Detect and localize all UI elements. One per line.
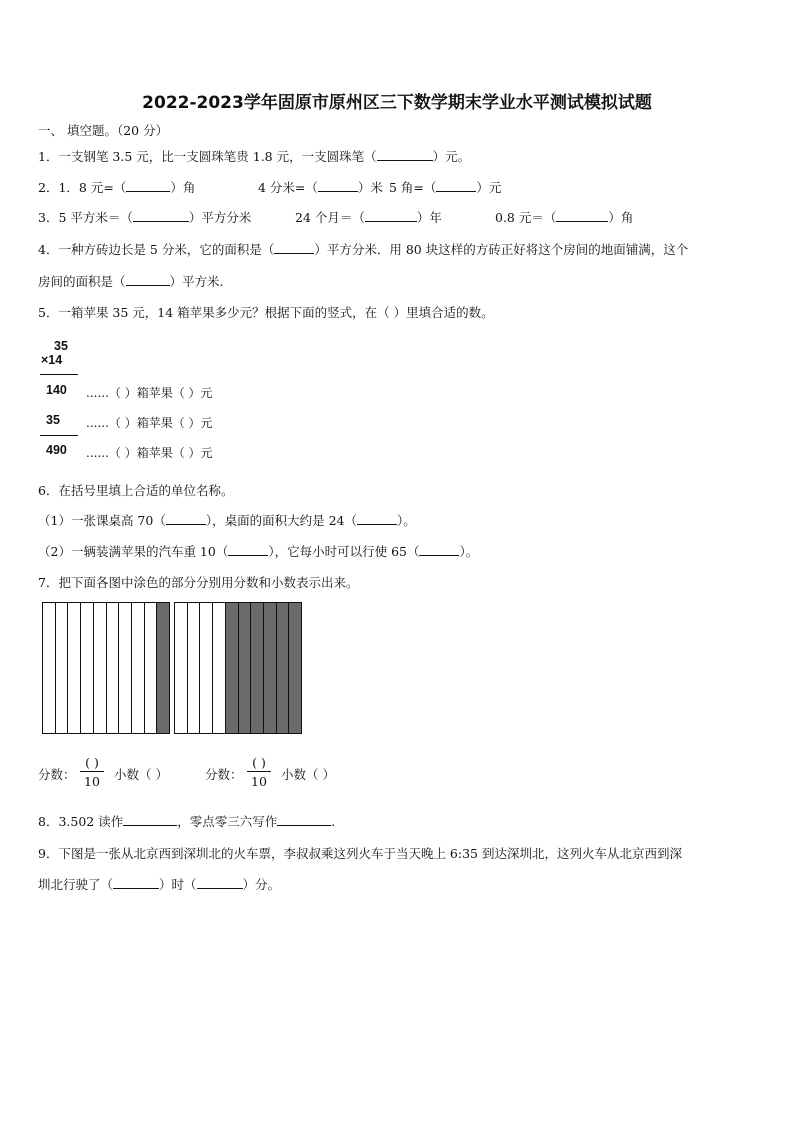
q2-text-c: 4 分米=（ bbox=[258, 180, 318, 195]
calc-rule-1 bbox=[40, 374, 78, 375]
fraction-1-numerator[interactable]: ( ) bbox=[80, 754, 104, 772]
fraction-2-numerator[interactable]: ( ) bbox=[247, 754, 271, 772]
q3-text-b: ）平方分米 bbox=[188, 210, 252, 225]
q2-text-d: ）米 bbox=[357, 180, 383, 195]
q3-blank-3[interactable] bbox=[556, 210, 608, 222]
q2-blank-2[interactable] bbox=[318, 180, 358, 192]
q4-text-c: 房间的面积是（ bbox=[38, 274, 126, 289]
q1-text-b: ）元。 bbox=[432, 149, 471, 164]
q3-text-a: 3．5 平方米＝（ bbox=[38, 210, 133, 225]
question-5: 5．一箱苹果 35 元，14 箱苹果多少元？根据下面的竖式，在（ ）里填合适的数。 bbox=[38, 305, 494, 320]
q4-blank-1[interactable] bbox=[274, 242, 314, 254]
shaded-grid-2 bbox=[174, 602, 302, 734]
question-3 bbox=[38, 208, 251, 226]
page-title: 2022-2023学年固原市原州区三下数学期末学业水平测试模拟试题 bbox=[142, 93, 652, 113]
grid-column bbox=[213, 603, 226, 733]
calc-partial-1: 140 bbox=[46, 383, 67, 397]
question-1 bbox=[38, 147, 470, 165]
question-2-part-b bbox=[258, 178, 383, 196]
question-2 bbox=[38, 178, 195, 196]
question-3-part-c bbox=[495, 208, 633, 226]
q8-blank-2[interactable] bbox=[277, 814, 331, 826]
fraction-1[interactable] bbox=[80, 754, 104, 791]
question-7: 7．把下面各图中涂色的部分分别用分数和小数表示出来。 bbox=[38, 575, 359, 590]
q3-text-e: 0.8 元＝（ bbox=[495, 210, 557, 225]
q8-text-a: 8．3.502 读作 bbox=[38, 814, 124, 829]
q8-text-b: ，零点零三六写作 bbox=[177, 814, 278, 829]
q8-text-c: . bbox=[331, 814, 336, 829]
fraction-2-denominator: 10 bbox=[251, 774, 267, 789]
q4-text-b: ）平方分米．用 80 块这样的方砖正好将这个房间的地面铺满，这个 bbox=[314, 242, 689, 257]
grid-column bbox=[43, 603, 56, 733]
q9-blank-2[interactable] bbox=[197, 877, 243, 889]
q9-blank-1[interactable] bbox=[113, 877, 159, 889]
q2-text-a: 2．1．8 元=（ bbox=[38, 180, 127, 195]
q1-text-a: 1．一支钢笔 3.5 元，比一支圆珠笔贵 1.8 元，一支圆珠笔（ bbox=[38, 149, 377, 164]
shaded-grid-1 bbox=[42, 602, 170, 734]
question-2-part-c bbox=[389, 178, 501, 196]
grid-column bbox=[251, 603, 264, 733]
question-4-line-1 bbox=[38, 240, 688, 258]
question-3-part-b bbox=[295, 208, 442, 226]
q3-blank-2[interactable] bbox=[365, 210, 417, 222]
q6-s1-text-a: （1）一张课桌高 70（ bbox=[38, 513, 166, 528]
grid-column bbox=[277, 603, 290, 733]
q6-s2-text-a: （2）一辆装满苹果的汽车重 10（ bbox=[38, 544, 229, 559]
calc-multiplier: ×14 bbox=[41, 353, 63, 367]
q6-s1-blank-2[interactable] bbox=[357, 513, 397, 525]
q6-s2-blank-1[interactable] bbox=[228, 544, 268, 556]
calc-multiplicand: 35 bbox=[54, 339, 68, 353]
q9-text-b: 圳北行驶了（ bbox=[38, 877, 114, 892]
q9-text-d: ）分。 bbox=[242, 877, 281, 892]
grid-column bbox=[226, 603, 239, 733]
q3-text-c: 24 个月＝（ bbox=[295, 210, 365, 225]
question-9-line-2 bbox=[38, 875, 280, 893]
question-6-sub-2 bbox=[38, 542, 478, 560]
grid-column bbox=[175, 603, 188, 733]
q2-blank-3[interactable] bbox=[436, 180, 476, 192]
q6-s2-text-b: ），它每小时可以行使 65（ bbox=[268, 544, 420, 559]
q3-blank-1[interactable] bbox=[133, 210, 189, 222]
q6-s1-text-b: ），桌面的面积大约是 24（ bbox=[205, 513, 357, 528]
grid-column bbox=[145, 603, 158, 733]
grid-column bbox=[68, 603, 81, 733]
question-8 bbox=[38, 812, 335, 830]
q6-s1-blank-1[interactable] bbox=[166, 513, 206, 525]
grid-column bbox=[119, 603, 132, 733]
calc-rule-2 bbox=[40, 435, 78, 436]
q3-text-f: ）角 bbox=[608, 210, 634, 225]
grid-column bbox=[107, 603, 120, 733]
calc-fill-1: ......（ ）箱苹果（ ）元 bbox=[86, 386, 213, 400]
decimal-label-1: 小数（ ） bbox=[114, 767, 168, 782]
q2-text-b: ）角 bbox=[170, 180, 196, 195]
section-heading: 一、 填空题。（20 分） bbox=[38, 123, 169, 138]
q6-s2-blank-2[interactable] bbox=[419, 544, 459, 556]
q2-blank-1[interactable] bbox=[126, 180, 170, 192]
grid-column bbox=[188, 603, 201, 733]
fraction-label-1: 分数： bbox=[38, 767, 76, 782]
question-4-line-2 bbox=[38, 272, 224, 290]
question-9-line-1: 9．下图是一张从北京西到深圳北的火车票，李叔叔乘这列火车于当天晚上 6:35 到达深圳北，这列火车从北京西到深 bbox=[38, 846, 682, 861]
grid-column bbox=[94, 603, 107, 733]
grid-column bbox=[157, 603, 169, 733]
q6-s2-text-c: ）。 bbox=[459, 544, 479, 559]
q4-text-d: ）平方米. bbox=[169, 274, 224, 289]
grid-column bbox=[200, 603, 213, 733]
grid-column bbox=[289, 603, 301, 733]
grid-column bbox=[239, 603, 252, 733]
question-6: 6．在括号里填上合适的单位名称。 bbox=[38, 483, 234, 498]
q6-s1-text-c: ）。 bbox=[396, 513, 416, 528]
q2-text-f: ）元 bbox=[476, 180, 502, 195]
q4-text-a: 4．一种方砖边长是 5 分米，它的面积是（ bbox=[38, 242, 275, 257]
q1-blank[interactable] bbox=[377, 149, 433, 161]
calc-fill-3: ......（ ）箱苹果（ ）元 bbox=[86, 446, 213, 460]
calc-partial-2: 35 bbox=[46, 413, 60, 427]
q9-text-c: ）时（ bbox=[159, 877, 197, 892]
decimal-label-2: 小数（ ） bbox=[281, 767, 335, 782]
calc-result: 490 bbox=[46, 443, 67, 457]
q4-blank-2[interactable] bbox=[126, 274, 170, 286]
fraction-2[interactable] bbox=[247, 754, 271, 791]
q3-text-d: ）年 bbox=[416, 210, 442, 225]
grid-column bbox=[56, 603, 69, 733]
fraction-label-2: 分数： bbox=[205, 767, 243, 782]
grid-column bbox=[81, 603, 94, 733]
q2-text-e: 5 角=（ bbox=[389, 180, 437, 195]
grid-column bbox=[132, 603, 145, 733]
q8-blank-1[interactable] bbox=[123, 814, 177, 826]
calc-fill-2: ......（ ）箱苹果（ ）元 bbox=[86, 416, 213, 430]
question-6-sub-1 bbox=[38, 511, 416, 529]
fraction-1-denominator: 10 bbox=[84, 774, 100, 789]
grid-column bbox=[264, 603, 277, 733]
